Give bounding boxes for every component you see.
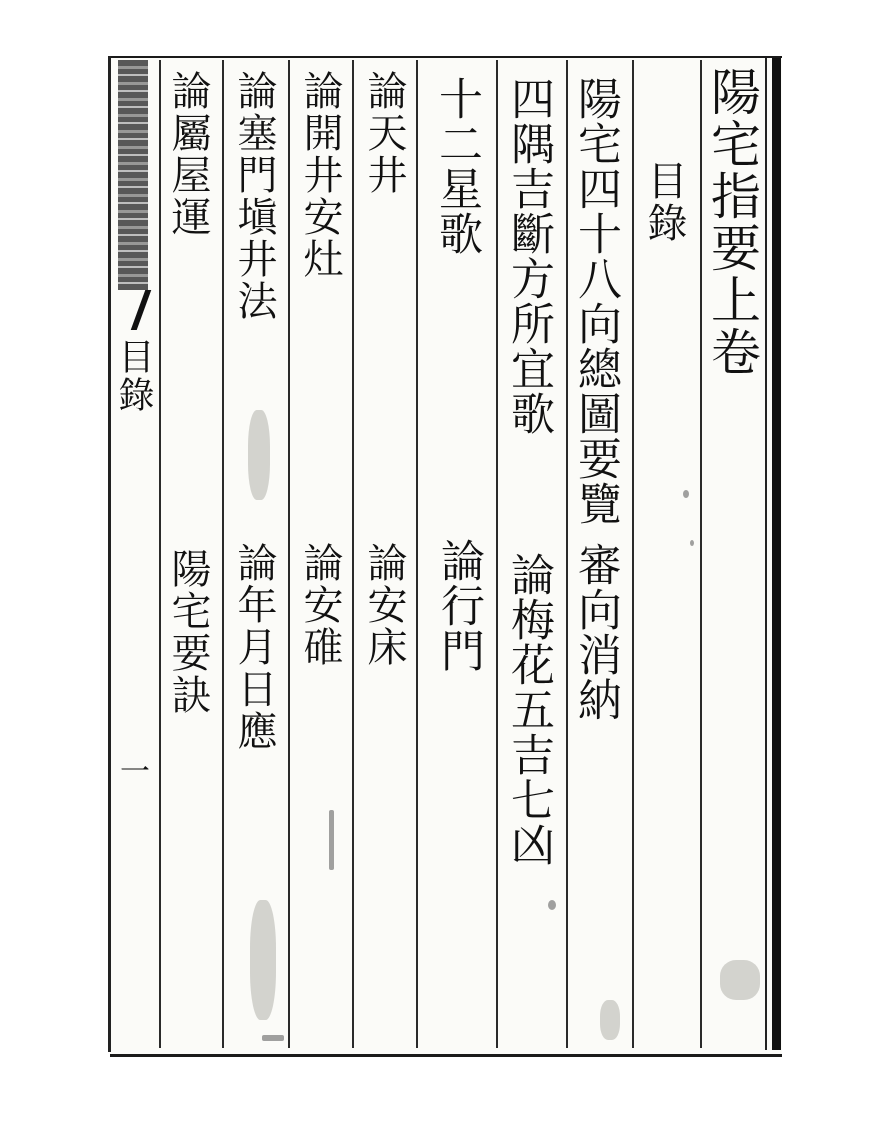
toc-entry: 論年月日應: [231, 542, 277, 752]
spine-damaged-title: [118, 60, 148, 290]
paper-stain: [248, 410, 270, 500]
toc-entry: 陽宅四十八向總圖要覽: [570, 76, 621, 526]
page-right-border: [772, 58, 781, 1050]
page-left-border: [108, 56, 111, 1052]
paper-stain: [600, 1000, 620, 1040]
book-title: 陽宅指要上卷: [703, 66, 761, 378]
column-rule: [159, 60, 161, 1048]
toc-entry: 論開井安灶: [297, 70, 343, 280]
toc-entry: 審向消納: [570, 542, 621, 722]
column-rule: [222, 60, 224, 1048]
paper-stain: [250, 900, 276, 1020]
column-rule: [288, 60, 290, 1048]
toc-entry: 論安床: [361, 542, 407, 668]
column-rule: [416, 60, 418, 1048]
column-rule: [566, 60, 568, 1048]
toc-entry: 十二星歌: [431, 76, 482, 256]
toc-entry: 論屬屋運: [165, 70, 211, 238]
contents-heading: 目錄: [641, 160, 687, 244]
toc-entry: 論天井: [361, 70, 407, 196]
ink-speck: [329, 810, 334, 870]
ink-speck: [548, 900, 556, 910]
column-rule: [700, 60, 702, 1048]
page-number-mark: 一: [114, 755, 149, 787]
column-rule: [352, 60, 354, 1048]
page-right-inner-border: [765, 58, 767, 1050]
paper-stain: [720, 960, 760, 1000]
toc-entry: 論安碓: [297, 542, 343, 668]
spine-label: 目錄: [113, 338, 154, 414]
column-rule: [632, 60, 634, 1048]
toc-entry: 論塞門塡井法: [231, 70, 277, 322]
toc-entry: 陽宅要訣: [165, 548, 211, 716]
column-rule: [496, 60, 498, 1048]
ink-speck: [683, 490, 689, 498]
toc-entry: 四隅吉斷方所宜歌: [503, 76, 554, 436]
toc-entry: 論梅花五吉七凶: [503, 552, 554, 867]
ink-speck: [262, 1035, 284, 1041]
ink-speck: [690, 540, 694, 546]
toc-entry: 論行門: [433, 538, 484, 673]
